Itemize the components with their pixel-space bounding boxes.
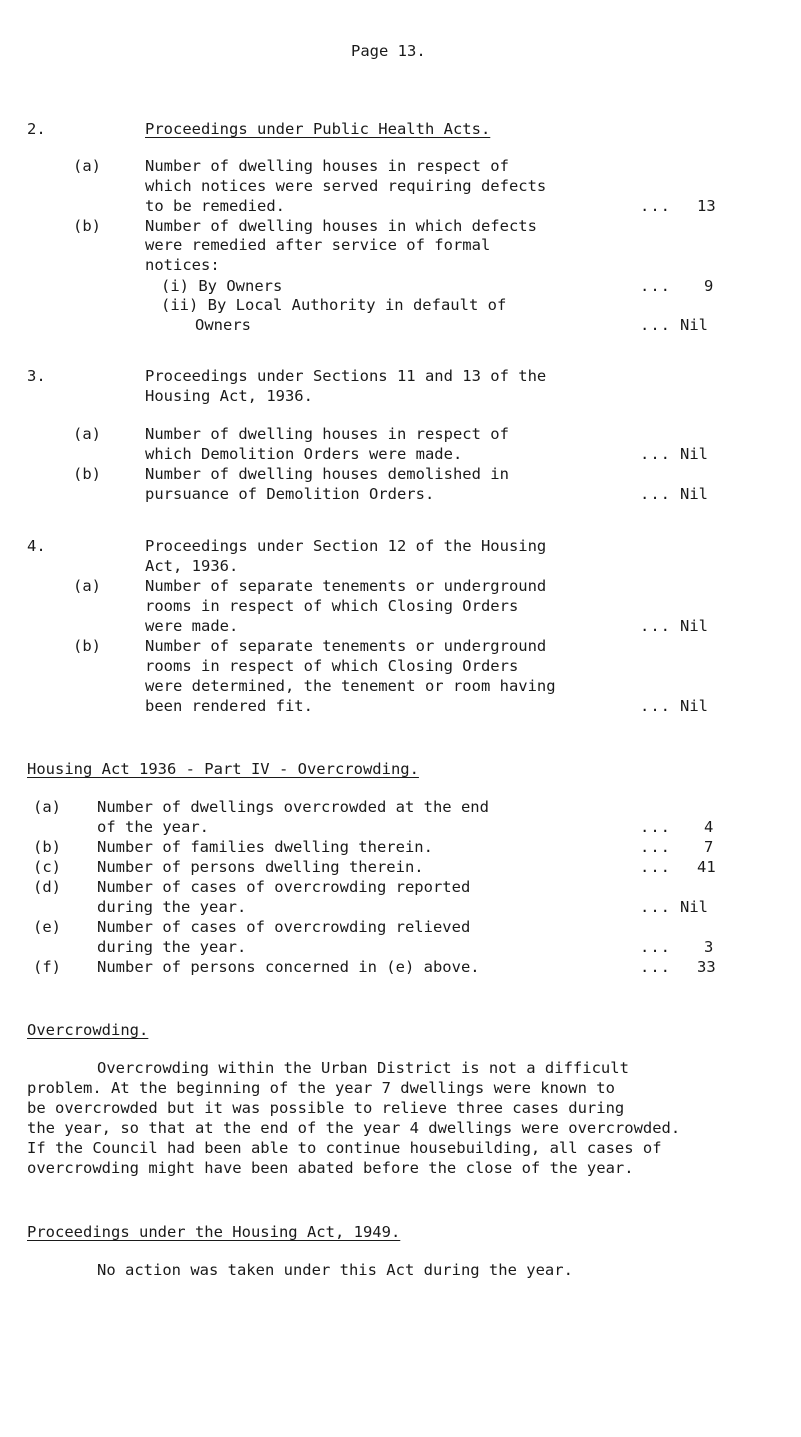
housing-d-value: Nil xyxy=(680,898,708,916)
overcrowding-line-4: the year, so that at the end of the year 4 dwellings were overcrowded. xyxy=(27,1119,681,1137)
housing-c-label: (c) xyxy=(33,858,61,876)
section-2-a-value: 13 xyxy=(697,197,716,215)
leader-dots: ... xyxy=(640,445,671,463)
housing-b-line-1: Number of families dwelling therein. xyxy=(97,838,433,856)
section-2-ii-value: Nil xyxy=(680,316,708,334)
section-2-a-line-2: which notices were served requiring defects xyxy=(145,177,547,195)
section-3-b-line-2: pursuance of Demolition Orders. xyxy=(145,485,435,503)
section-2-a-line-1: Number of dwelling houses in respect of xyxy=(145,157,509,175)
section-2-a-line-3: to be remedied. xyxy=(145,197,285,215)
overcrowding-line-1: Overcrowding within the Urban District is not a difficult xyxy=(97,1059,629,1077)
section-4-b-line-3: were determined, the tenement or room having xyxy=(145,677,556,695)
section-2-i-text: (i) By Owners xyxy=(161,277,283,295)
section-3-a-line-2: which Demolition Orders were made. xyxy=(145,445,463,463)
section-4-b-line-1: Number of separate tenements or underground xyxy=(145,637,547,655)
page-number: Page 13. xyxy=(351,42,426,60)
housing-b-label: (b) xyxy=(33,838,61,856)
section-4-number: 4. xyxy=(27,537,46,555)
section-4-a-value: Nil xyxy=(680,617,708,635)
leader-dots: ... xyxy=(640,958,671,976)
leader-dots: ... xyxy=(640,898,671,916)
section-2-number: 2. xyxy=(27,120,46,138)
housing-f-label: (f) xyxy=(33,958,61,976)
housing-e-line-1: Number of cases of overcrowding relieved xyxy=(97,918,471,936)
leader-dots: ... xyxy=(640,316,671,334)
leader-dots: ... xyxy=(640,277,671,295)
overcrowding-line-6: overcrowding might have been abated before the close of the year. xyxy=(27,1159,634,1177)
overcrowding-title: Overcrowding. xyxy=(27,1021,149,1039)
housing-d-line-2: during the year. xyxy=(97,898,247,916)
leader-dots: ... xyxy=(640,838,671,856)
section-4-b-line-2: rooms in respect of which Closing Orders xyxy=(145,657,519,675)
leader-dots: ... xyxy=(640,697,671,715)
housing-e-label: (e) xyxy=(33,918,61,936)
leader-dots: ... xyxy=(640,938,671,956)
section-2-ii-line-2: Owners xyxy=(195,316,251,334)
housing-a-line-2: of the year. xyxy=(97,818,209,836)
leader-dots: ... xyxy=(640,617,671,635)
section-2-i-value: 9 xyxy=(704,277,714,295)
overcrowding-line-2: problem. At the beginning of the year 7 dwellings were known to xyxy=(27,1079,615,1097)
section-2-b-line-3: notices: xyxy=(145,256,220,274)
overcrowding-line-3: be overcrowded but it was possible to relieve three cases during xyxy=(27,1099,625,1117)
housing-a-line-1: Number of dwellings overcrowded at the end xyxy=(97,798,489,816)
housing-e-line-2: during the year. xyxy=(97,938,247,956)
leader-dots: ... xyxy=(640,197,671,215)
section-4-title-line-2: Act, 1936. xyxy=(145,557,239,575)
housing-c-line-1: Number of persons dwelling therein. xyxy=(97,858,424,876)
section-2-a-label: (a) xyxy=(73,157,101,175)
section-3-a-line-1: Number of dwelling houses in respect of xyxy=(145,425,509,443)
section-3-a-value: Nil xyxy=(680,445,708,463)
section-4-a-line-2: rooms in respect of which Closing Orders xyxy=(145,597,519,615)
leader-dots: ... xyxy=(640,485,671,503)
section-2-b-line-1: Number of dwelling houses in which defects xyxy=(145,217,537,235)
act-1949-title: Proceedings under the Housing Act, 1949. xyxy=(27,1223,401,1241)
housing-act-title: Housing Act 1936 - Part IV - Overcrowding. xyxy=(27,760,419,778)
section-4-title-line-1: Proceedings under Section 12 of the Housing xyxy=(145,537,547,555)
housing-d-line-1: Number of cases of overcrowding reported xyxy=(97,878,471,896)
section-4-b-value: Nil xyxy=(680,697,708,715)
section-3-number: 3. xyxy=(27,367,46,385)
section-3-b-label: (b) xyxy=(73,465,101,483)
section-3-b-line-1: Number of dwelling houses demolished in xyxy=(145,465,509,483)
section-3-title-line-2: Housing Act, 1936. xyxy=(145,387,313,405)
overcrowding-line-5: If the Council had been able to continue housebuilding, all cases of xyxy=(27,1139,662,1157)
section-3-a-label: (a) xyxy=(73,425,101,443)
housing-f-value: 33 xyxy=(697,958,716,976)
section-4-a-label: (a) xyxy=(73,577,101,595)
section-4-b-line-4: been rendered fit. xyxy=(145,697,313,715)
housing-e-value: 3 xyxy=(704,938,714,956)
leader-dots: ... xyxy=(640,818,671,836)
act-1949-text: No action was taken under this Act during the year. xyxy=(97,1261,573,1279)
section-2-b-line-2: were remedied after service of formal xyxy=(145,236,491,254)
section-2-b-label: (b) xyxy=(73,217,101,235)
section-3-b-value: Nil xyxy=(680,485,708,503)
section-2-ii-line-1: (ii) By Local Authority in default of xyxy=(161,296,507,314)
section-4-b-label: (b) xyxy=(73,637,101,655)
housing-c-value: 41 xyxy=(697,858,716,876)
section-4-a-line-1: Number of separate tenements or underground xyxy=(145,577,547,595)
section-3-title-line-1: Proceedings under Sections 11 and 13 of the xyxy=(145,367,547,385)
housing-a-value: 4 xyxy=(704,818,714,836)
section-2-title: Proceedings under Public Health Acts. xyxy=(145,120,491,138)
housing-b-value: 7 xyxy=(704,838,714,856)
housing-d-label: (d) xyxy=(33,878,61,896)
leader-dots: ... xyxy=(640,858,671,876)
housing-a-label: (a) xyxy=(33,798,61,816)
housing-f-line-1: Number of persons concerned in (e) above. xyxy=(97,958,480,976)
section-4-a-line-3: were made. xyxy=(145,617,239,635)
